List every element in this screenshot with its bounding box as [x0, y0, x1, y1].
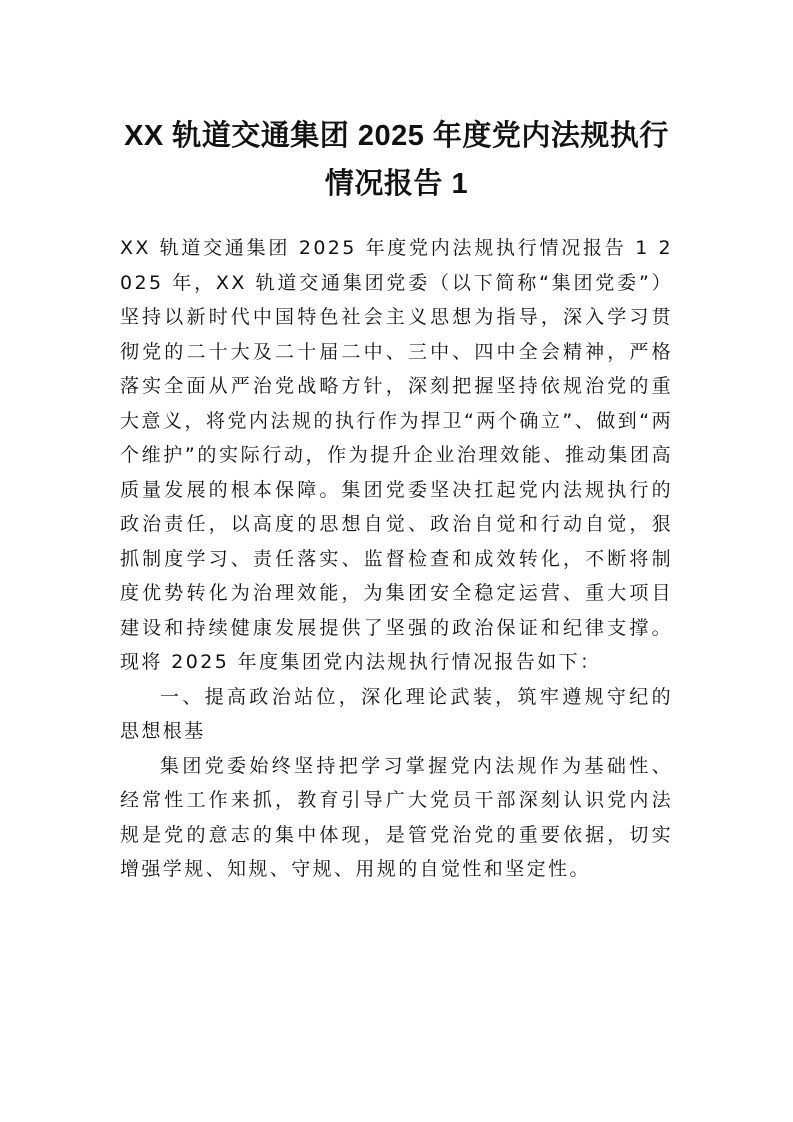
intro-paragraph: XX 轨道交通集团 2025 年度党内法规执行情况报告 1 2025 年，XX 轨道交通集团党委（以下简称“集团党委”）坚持以新时代中国特色社会主义思想为指导，深入学习贯彻党的二十大及二十届二中、三中、四中全会精神，严格落实全面从严治党战略方针，深刻把握坚持依规治党的重大意义，将党内法规的执行作为捍卫“两个确立”、做到“两个维护”的实际行动，作为提升企业治理效能、推动集团高质量发展的根本保障。集团党委坚决扛起党内法规执行的政治责任，以高度的思想自觉、政治自觉和行动自觉，狠抓制度学习、责任落实、监督检查和成效转化，不断将制度优势转化为治理效能，为集团安全稳定运营、重大项目建设和持续健康发展提供了坚强的政治保证和纪律支撑。现将 2025 年度集团党内法规执行情况报告如下： [120, 237, 673, 673]
document-body [120, 231, 673, 887]
body-paragraph: 集团党委始终坚持把学习掌握党内法规作为基础性、经常性工作来抓，教育引导广大党员干部深刻认识党内法规是党的意志的集中体现，是管党治党的重要依据，切实增强学规、知规、守规、用规的自觉性和坚定性。 [120, 754, 673, 880]
document-title: XX 轨道交通集团 2025 年度党内法规执行情况报告 1 [124, 120, 669, 200]
section-heading-1: 一、提高政治站位，深化理论武装，筑牢遵规守纪的思想根基 [120, 685, 673, 742]
